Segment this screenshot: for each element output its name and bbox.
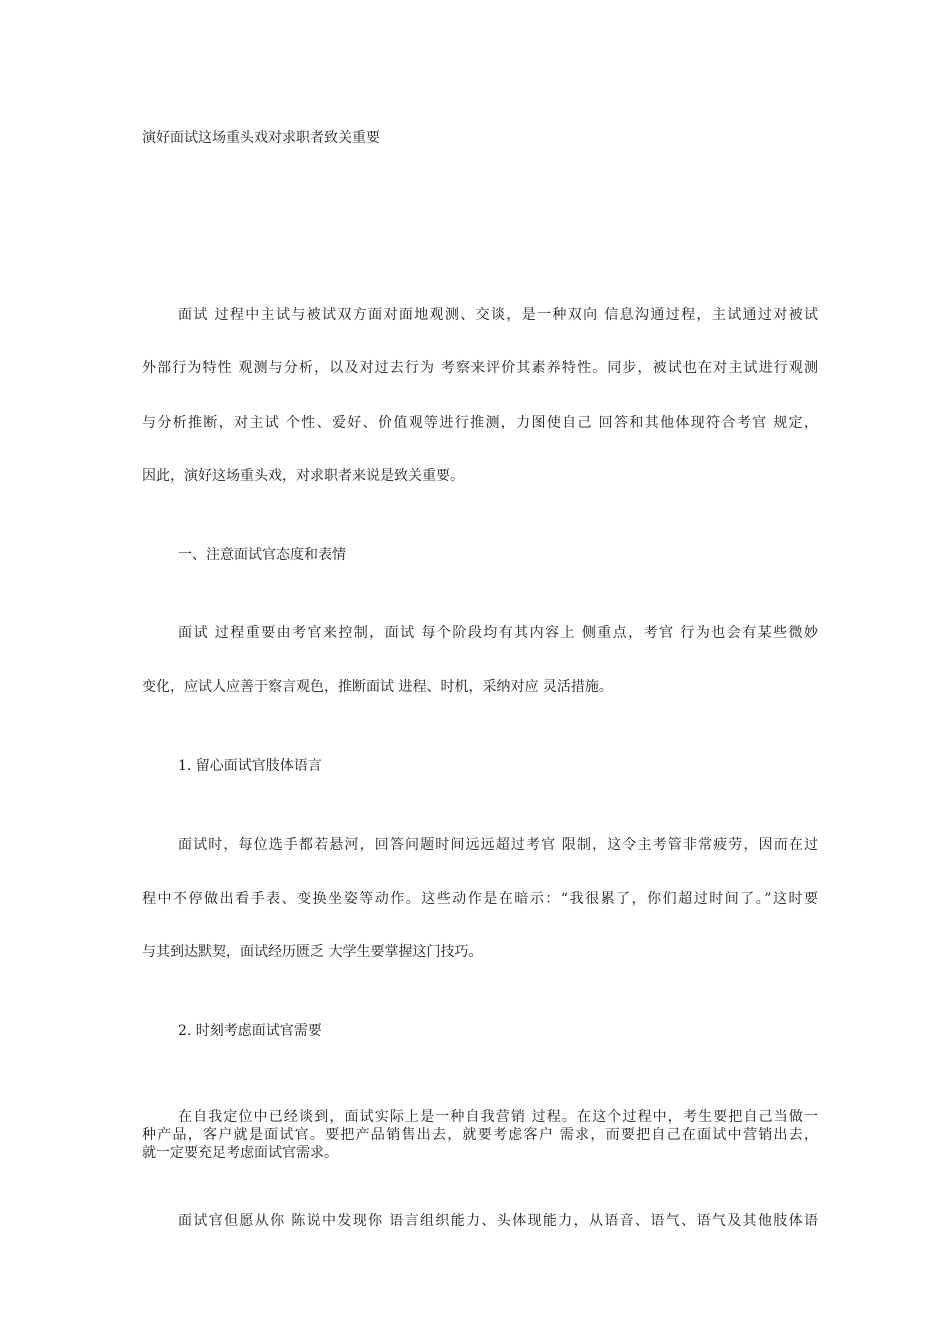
section1-line-1: 面试 过程重要由考官来控制，面试 每个阶段均有其内容上 侧重点，考官 行为也会有某些微妙 bbox=[178, 625, 818, 641]
sub1-line-2: 程中不停做出看手表、变换坐姿等动作。这些动作是在暗示：“我很累了，你们超过时间了。”这时要 bbox=[142, 891, 818, 907]
subheading-2: 2. 时刻考虑面试官需要 bbox=[178, 1023, 322, 1039]
sub1-line-1: 面试时，每位选手都若悬河，回答问题时间远远超过考官 限制，这令主考管非常疲劳，因而在过 bbox=[178, 837, 818, 853]
intro-line-4: 因此，演好这场重头戏，对求职者来说是致关重要。 bbox=[142, 468, 464, 484]
sub2-line-2: 种产品，客户就是面试官。要把产品销售出去，就要考虑客户 需求，而要把自己在面试中营销出去， bbox=[142, 1127, 818, 1143]
closing-line-1: 面试官但愿从你 陈说中发现你 语言组织能力、头体现能力，从语音、语气、语气及其他肢体语 bbox=[178, 1213, 818, 1229]
intro-line-3: 与分析推断，对主试 个性、爱好、价值观等进行推测，力图使自己 回答和其他体现符合考官 规定， bbox=[142, 415, 818, 431]
section1-line-2: 变化，应试人应善于察言观色，推断面试 进程、时机，采纳对应 灵活措施。 bbox=[142, 679, 613, 695]
sub1-line-3: 与其到达默契，面试经历匮乏 大学生要掌握这门技巧。 bbox=[142, 944, 483, 960]
sub2-line-3: 就一定要充足考虑面试官需求。 bbox=[142, 1145, 338, 1161]
document-title: 演好面试这场重头戏对求职者致关重要 bbox=[142, 130, 380, 146]
sub2-line-1: 在自我定位中已经谈到，面试实际上是一种自我营销 过程。在这个过程中，考生要把自己当做一 bbox=[178, 1109, 818, 1125]
subheading-1: 1. 留心面试官肢体语言 bbox=[178, 758, 322, 774]
intro-line-2: 外部行为特性 观测与分析，以及对过去行为 考察来评价其素养特性。同步，被试也在对主试进行观测 bbox=[142, 360, 818, 376]
intro-line-1: 面试 过程中主试与被试双方面对面地观测、交谈，是一种双向 信息沟通过程，主试通过对被试 bbox=[178, 307, 818, 323]
section-heading-1: 一、注意面试官态度和表情 bbox=[178, 547, 346, 563]
